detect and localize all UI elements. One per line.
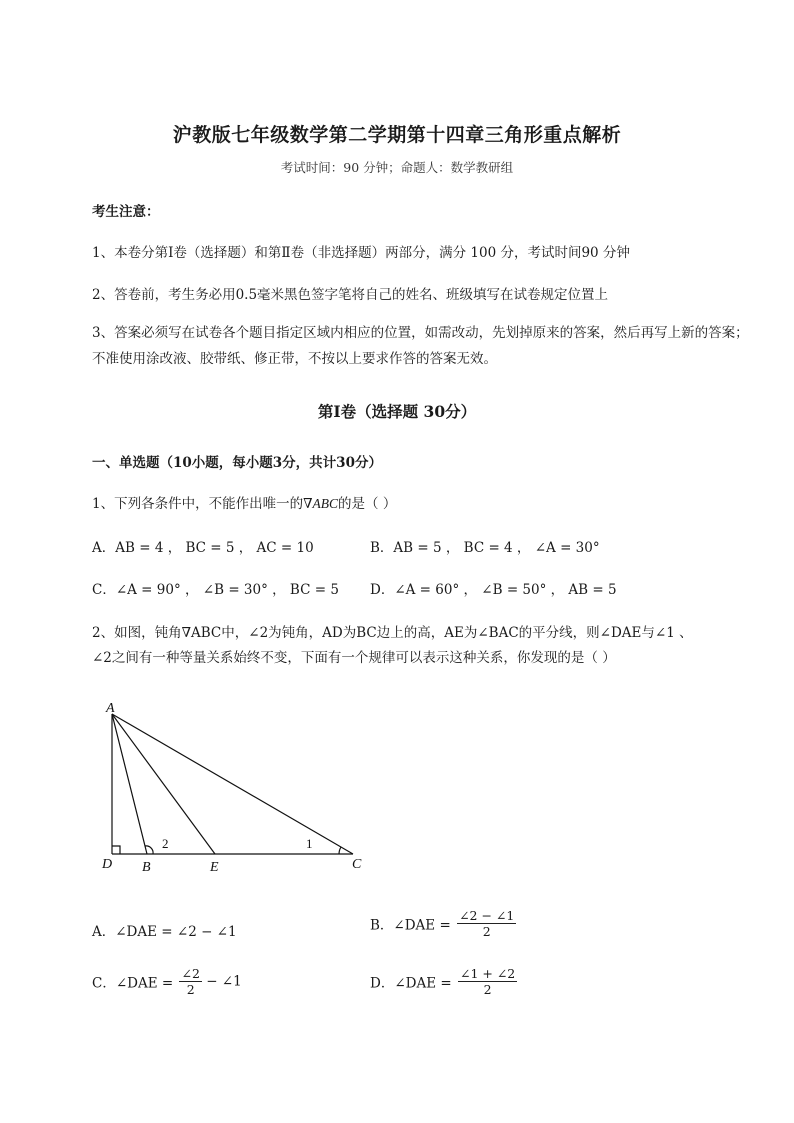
question-2-option-c[interactable]: [92, 966, 242, 997]
question-2-option-c-suffix: − ∠1: [206, 973, 242, 990]
segment-ae: [112, 714, 215, 854]
question-2-option-a[interactable]: A．∠DAE = ∠2 − ∠1: [92, 924, 237, 940]
exam-info: 考试时间：90 分钟；命题人：数学教研组: [280, 160, 514, 175]
notice-item-2: 2、答卷前，考生务必用0.5毫米黑色签字笔将自己的姓名、班级填写在试卷规定位置上: [92, 287, 609, 303]
question-2-option-c-fraction: [179, 966, 201, 997]
fraction-denominator: 2: [186, 982, 195, 997]
segment-ab: [112, 714, 147, 854]
question-2-option-b[interactable]: [370, 908, 516, 939]
angle-1-arc: [339, 847, 341, 854]
fraction-denominator: 2: [482, 924, 491, 939]
notice-item-3: 3、答案必须写在试卷各个题目指定区域内相应的位置，如需改动，先划掉原来的答案，然后再写上新的答案；不准使用涂改液、胶带纸、修正带，不按以上要求作答的答案无效。: [92, 325, 749, 367]
page-title: 沪教版七年级数学第二学期第十四章三角形重点解析: [172, 124, 622, 146]
question-2-option-d-label: D．∠DAE =: [370, 975, 452, 992]
question-1-stem-suffix: 的是（ ）: [338, 496, 397, 512]
fraction-numerator: ∠1 + ∠2: [459, 966, 516, 981]
question-2-option-b-label: B．∠DAE =: [370, 917, 451, 934]
question-1-stem-prefix: 1、下列各条件中，不能作出唯一的: [92, 496, 304, 512]
part-heading: 一、单选题（10小题，每小题3分，共计30分）: [92, 455, 382, 471]
question-2-stem-line-2: ∠2之间有一种等量关系始终不变，下面有一个规律可以表示这种关系，你发现的是（ ）: [92, 650, 616, 666]
question-1-option-b[interactable]: B．AB = 5 ， BC = 4 ， ∠A = 30°: [370, 540, 600, 556]
question-1-stem: [92, 492, 396, 512]
question-1-stem-math: ∇ABC: [303, 496, 339, 511]
label-e: E: [210, 860, 219, 875]
notice-item-1: 1、本卷分第Ⅰ卷（选择题）和第Ⅱ卷（非选择题）两部分，满分 100 分，考试时间90 分钟: [92, 245, 630, 261]
label-a: A: [106, 701, 115, 716]
question-2-option-b-fraction: [457, 908, 516, 939]
section-title: 第Ⅰ卷（选择题 30分）: [317, 402, 477, 421]
question-1-option-d[interactable]: D．∠A = 60° ， ∠B = 50° ， AB = 5: [370, 582, 617, 598]
question-2-option-c-label: C．∠DAE =: [92, 975, 174, 992]
label-angle-1: 1: [306, 836, 313, 851]
question-2-option-d[interactable]: [370, 966, 517, 997]
label-angle-2: 2: [162, 836, 169, 851]
question-2-option-d-fraction: [458, 966, 517, 997]
question-2-stem-line-1: 2、如图，钝角∇ABC中，∠2为钝角，AD为BC边上的高，AE为∠BAC的平分线，则∠DAE与∠1 、: [92, 625, 693, 641]
label-c: C: [352, 857, 362, 872]
notice-heading: 考生注意：: [92, 204, 160, 220]
question-1-option-c[interactable]: C．∠A = 90° ， ∠B = 30° ， BC = 5: [92, 582, 339, 598]
fraction-numerator: ∠2: [181, 966, 200, 981]
label-d: D: [102, 857, 113, 872]
label-b: B: [142, 860, 151, 875]
fraction-numerator: ∠2 − ∠1: [459, 908, 515, 923]
segment-ac: [112, 714, 353, 854]
triangle-figure: [90, 690, 380, 880]
right-angle-mark: [112, 846, 120, 854]
fraction-denominator: 2: [483, 982, 492, 997]
question-1-option-a[interactable]: A．AB = 4 ， BC = 5 ， AC = 10: [92, 540, 314, 556]
